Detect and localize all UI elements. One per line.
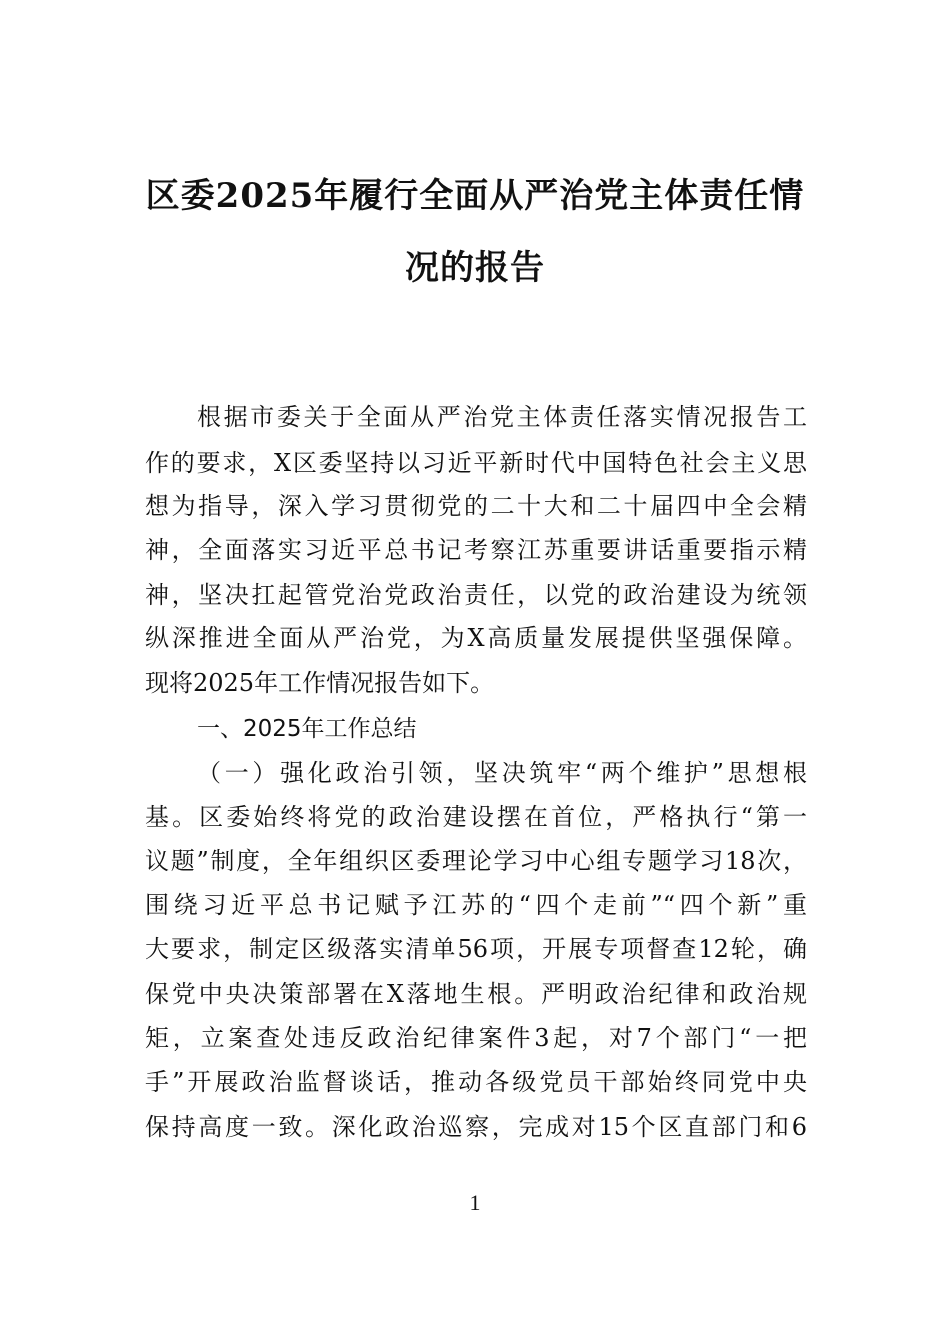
paragraph-2-line: 议题”制度，全年组织区委理论学习中心组专题学习18次， (145, 847, 807, 875)
paragraph-1-line: 根据市委关于全面从严治党主体责任落实情况报告工 (197, 403, 807, 431)
document-title-line-1: 区委2025年履行全面从严治党主体责任情 (145, 176, 805, 216)
document-title-line-2: 况的报告 (405, 248, 545, 288)
paragraph-2-line: 大要求，制定区级落实清单56项，开展专项督查12轮，确 (145, 935, 807, 963)
paragraph-1-line: 神，全面落实习近平总书记考察江苏重要讲话重要指示精 (145, 536, 807, 564)
page-number: 1 (469, 1190, 481, 1215)
paragraph-2-line: 围绕习近平总书记赋予江苏的“四个走前”“四个新”重 (145, 891, 807, 919)
paragraph-1-line: 神，坚决扛起管党治党政治责任，以党的政治建设为统领 (145, 581, 807, 609)
section-heading: 一、2025年工作总结 (197, 716, 417, 742)
paragraph-2-line: 矩，立案查处违反政治纪律案件3起，对7个部门“一把 (145, 1024, 807, 1052)
paragraph-1-line: 想为指导，深入学习贯彻党的二十大和二十届四中全会精 (145, 492, 807, 520)
paragraph-2-line: 保党中央决策部署在X落地生根。严明政治纪律和政治规 (145, 980, 807, 1008)
paragraph-1-line: 作的要求，X区委坚持以习近平新时代中国特色社会主义思 (145, 449, 807, 477)
paragraph-2-line: 基。区委始终将党的政治建设摆在首位，严格执行“第一 (145, 803, 807, 831)
paragraph-1-line: 现将2025年工作情况报告如下。 (145, 669, 495, 697)
paragraph-2-line: 手”开展政治监督谈话，推动各级党员干部始终同党中央 (145, 1068, 807, 1096)
paragraph-2-line: 保持高度一致。深化政治巡察，完成对15个区直部门和6 (145, 1113, 807, 1141)
paragraph-1-line: 纵深推进全面从严治党，为X高质量发展提供坚强保障。 (145, 624, 807, 652)
paragraph-2-line: （一）强化政治引领，坚决筑牢“两个维护”思想根 (197, 759, 807, 787)
